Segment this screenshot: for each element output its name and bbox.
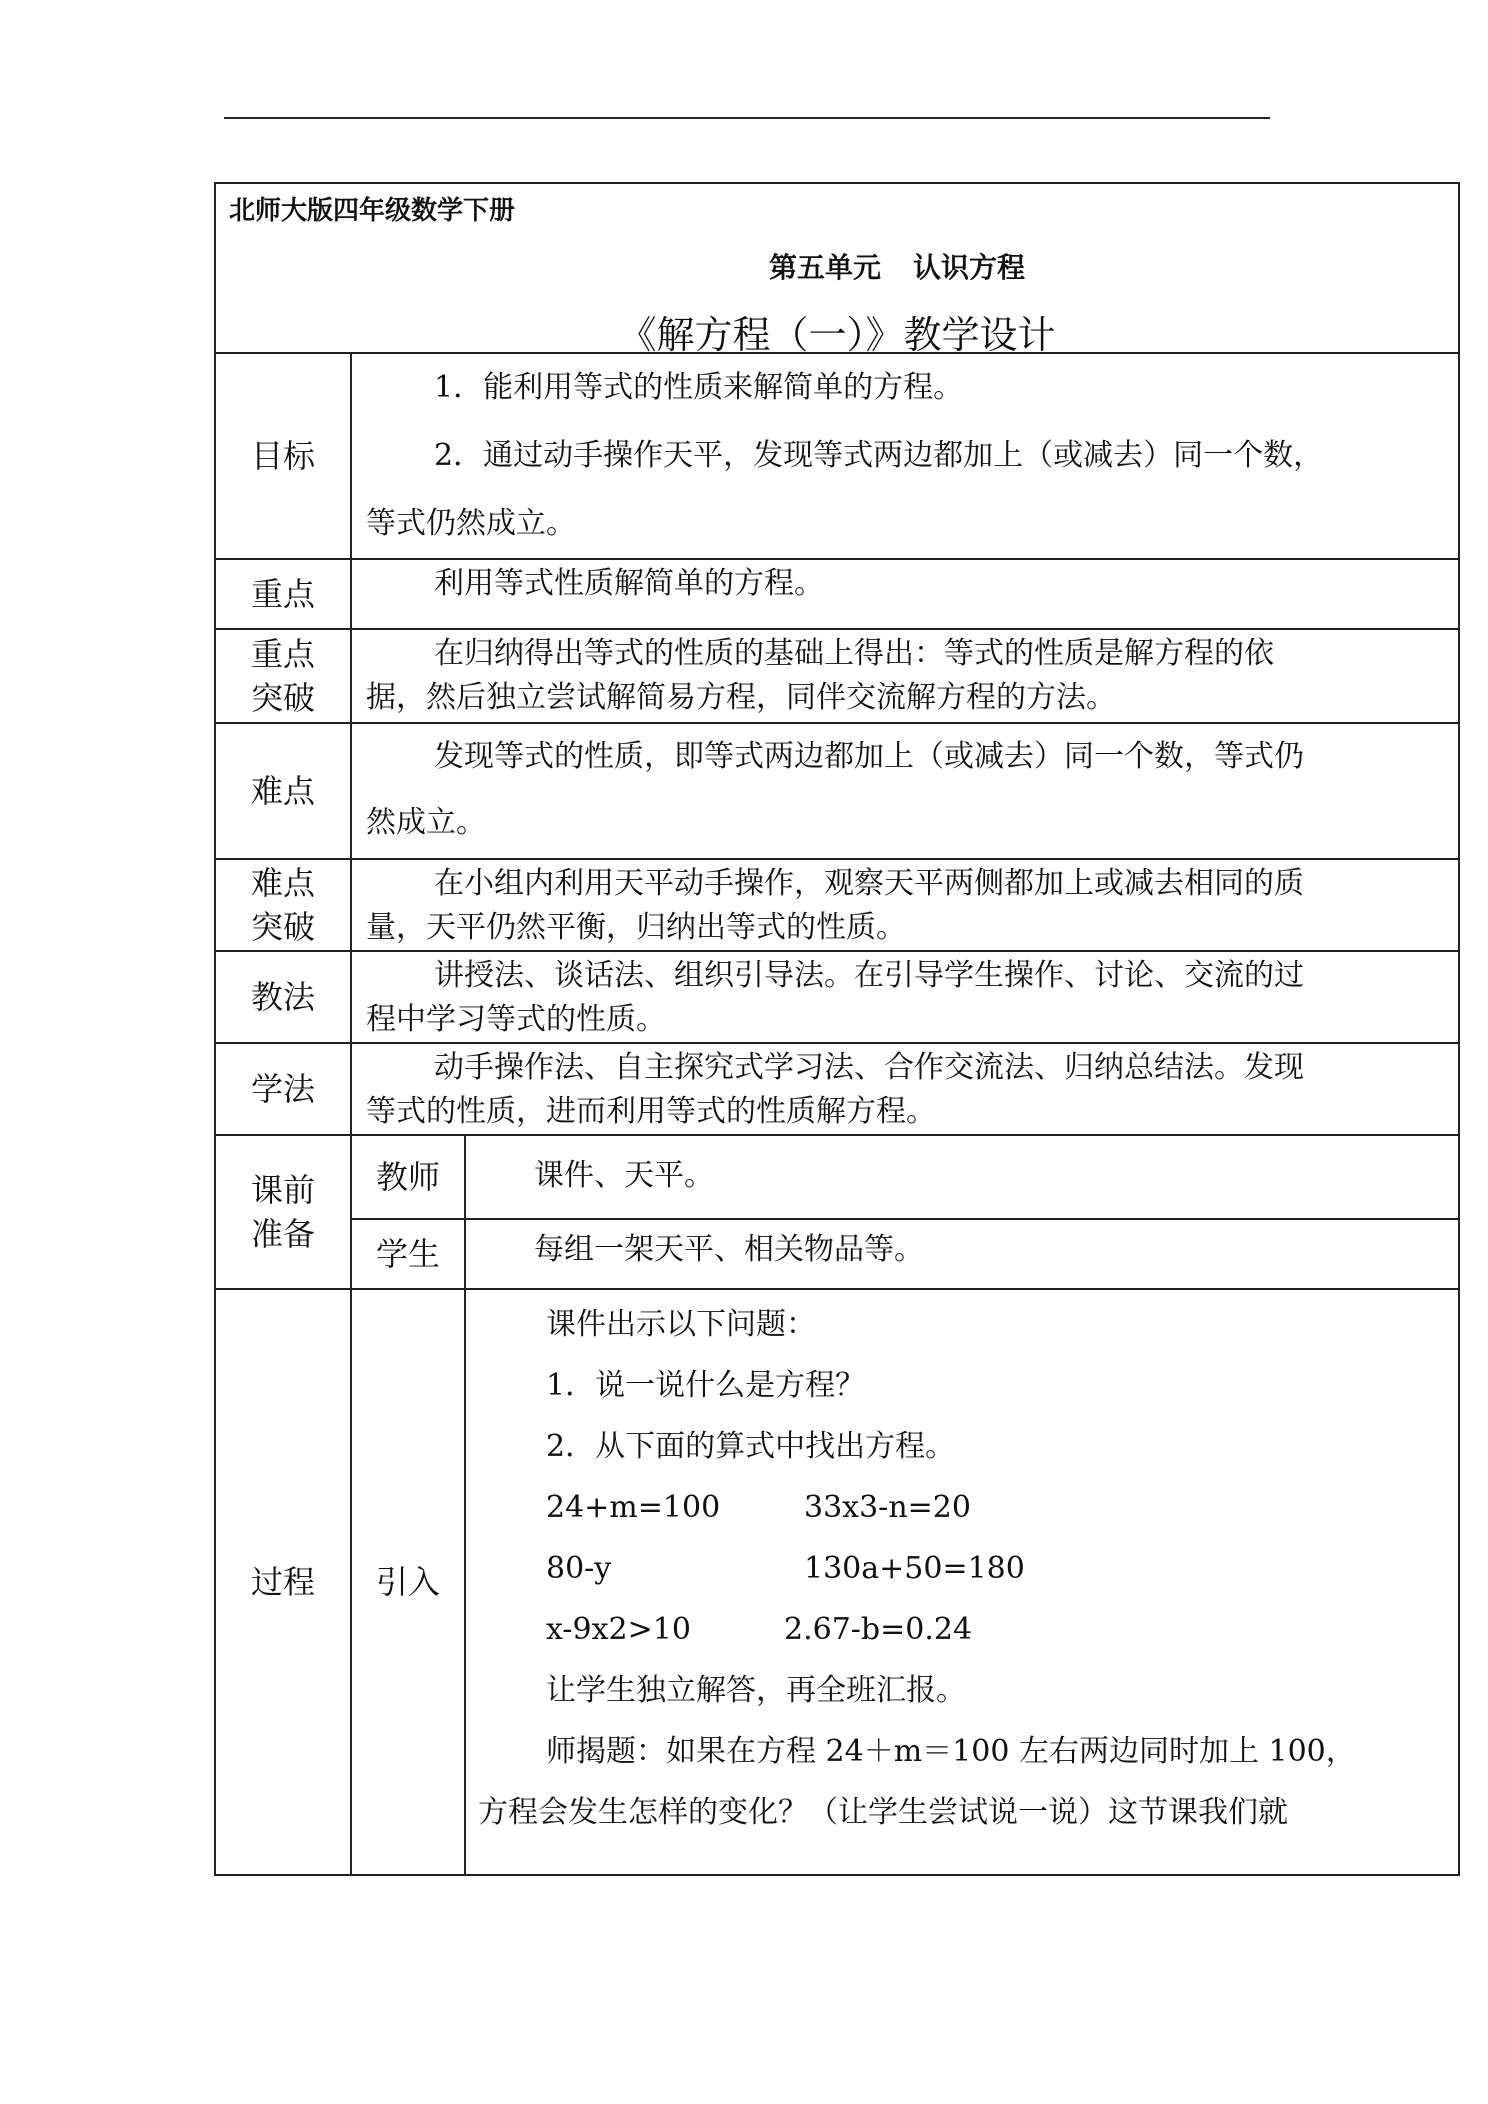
key-breakthrough-label-2: 突破 [250,679,315,717]
prep-label-1: 课前 [250,1171,315,1209]
teaching-method-content [351,951,1459,1043]
process-row [215,1289,1459,1875]
prep-teacher-text: 课件、天平。 [465,1135,1459,1219]
learning-method-label: 学法 [215,1043,351,1135]
teaching-method-label: 教法 [215,951,351,1043]
equation-row [478,1477,1448,1538]
prep-student-text: 每组一架天平、相关物品等。 [465,1219,1459,1289]
difficulty-breakthrough-line-2: 量，天平仍然平衡，归纳出等式的性质。 [366,910,906,945]
goal-line-1: 1．能利用等式的性质来解简单的方程。 [434,370,964,405]
goal-label: 目标 [215,353,351,559]
difficulty-breakthrough-label-2: 突破 [250,908,315,946]
equation: 24+m=100 [546,1490,721,1525]
prep-student-label: 学生 [351,1219,465,1289]
difficulty-line-2: 然成立。 [366,805,486,840]
equation: 33x3-n=20 [804,1490,971,1525]
difficulty-line-1: 发现等式的性质，即等式两边都加上（或减去）同一个数，等式仍 [434,739,1304,774]
unit-number: 第五单元 [769,251,882,284]
key-breakthrough-label [215,629,351,723]
teaching-method-row [215,951,1459,1043]
process-intro: 课件出示以下问题： [546,1307,816,1342]
key-content [351,559,1459,629]
difficulty-breakthrough-content [351,859,1459,951]
key-breakthrough-line-2: 据，然后独立尝试解简易方程，同伴交流解方程的方法。 [366,680,1116,715]
learning-method-line-2: 等式的性质，进而利用等式的性质解方程。 [366,1094,936,1129]
process-label: 过程 [215,1289,351,1875]
equation: 130a+50=180 [804,1551,1025,1586]
equation: 80-y [546,1551,612,1586]
difficulty-content [351,723,1459,859]
lesson-plan-table [214,182,1460,1876]
difficulty-breakthrough-label [215,859,351,951]
key-breakthrough-label-1: 重点 [250,635,315,673]
difficulty-label: 难点 [215,723,351,859]
process-intro-label: 引入 [351,1289,465,1875]
key-breakthrough-content [351,629,1459,723]
document-title: 《解方程（一）》教学设计 [618,313,1056,357]
prep-student-row [215,1219,1459,1289]
key-breakthrough-line-1: 在归纳得出等式的性质的基础上得出：等式的性质是解方程的依 [434,636,1274,671]
goal-line-2: 2．通过动手操作天平，发现等式两边都加上（或减去）同一个数， [434,438,1324,473]
teaching-method-line-1: 讲授法、谈话法、组织引导法。在引导学生操作、讨论、交流的过 [434,958,1304,993]
learning-method-line-1: 动手操作法、自主探究式学习法、合作交流法、归纳总结法。发现 [434,1050,1304,1085]
difficulty-breakthrough-line-1: 在小组内利用天平动手操作，观察天平两侧都加上或减去相同的质 [434,866,1304,901]
process-reveal-line-2: 方程会发生怎样的变化？（让学生尝试说一说）这节课我们就 [478,1795,1288,1830]
difficulty-row [215,723,1459,859]
goal-line-3: 等式仍然成立。 [366,506,576,541]
goal-row [215,353,1459,559]
process-report: 让学生独立解答，再全班汇报。 [546,1673,966,1708]
process-question-2: 2．从下面的算式中找出方程。 [546,1429,956,1464]
key-row [215,559,1459,629]
learning-method-row [215,1043,1459,1135]
unit-heading [216,246,1458,286]
prep-teacher-label: 教师 [351,1135,465,1219]
equation-row [478,1538,1448,1599]
equation-row [478,1599,1448,1660]
header-cell [215,183,1459,357]
header-row [215,183,1459,353]
process-content [465,1289,1459,1875]
top-rule [224,117,1270,119]
prep-label [215,1135,351,1289]
equation: x-9x2>10 [546,1612,691,1647]
teaching-method-line-2: 程中学习等式的性质。 [366,1002,666,1037]
unit-topic: 认识方程 [913,251,1026,284]
process-question-1: 1．说一说什么是方程？ [546,1368,866,1403]
key-text: 利用等式性质解简单的方程。 [434,566,824,601]
equation: 2.67-b=0.24 [784,1612,973,1647]
process-reveal-line-1: 师揭题：如果在方程 24＋m＝100 左右两边同时加上 100， [546,1734,1356,1769]
publisher-label: 北师大版四年级数学下册 [229,196,516,226]
difficulty-breakthrough-row [215,859,1459,951]
goal-content [351,353,1459,559]
prep-teacher-row [215,1135,1459,1219]
key-breakthrough-row [215,629,1459,723]
prep-label-2: 准备 [250,1215,315,1253]
key-label: 重点 [215,559,351,629]
difficulty-breakthrough-label-1: 难点 [250,864,315,902]
learning-method-content [351,1043,1459,1135]
